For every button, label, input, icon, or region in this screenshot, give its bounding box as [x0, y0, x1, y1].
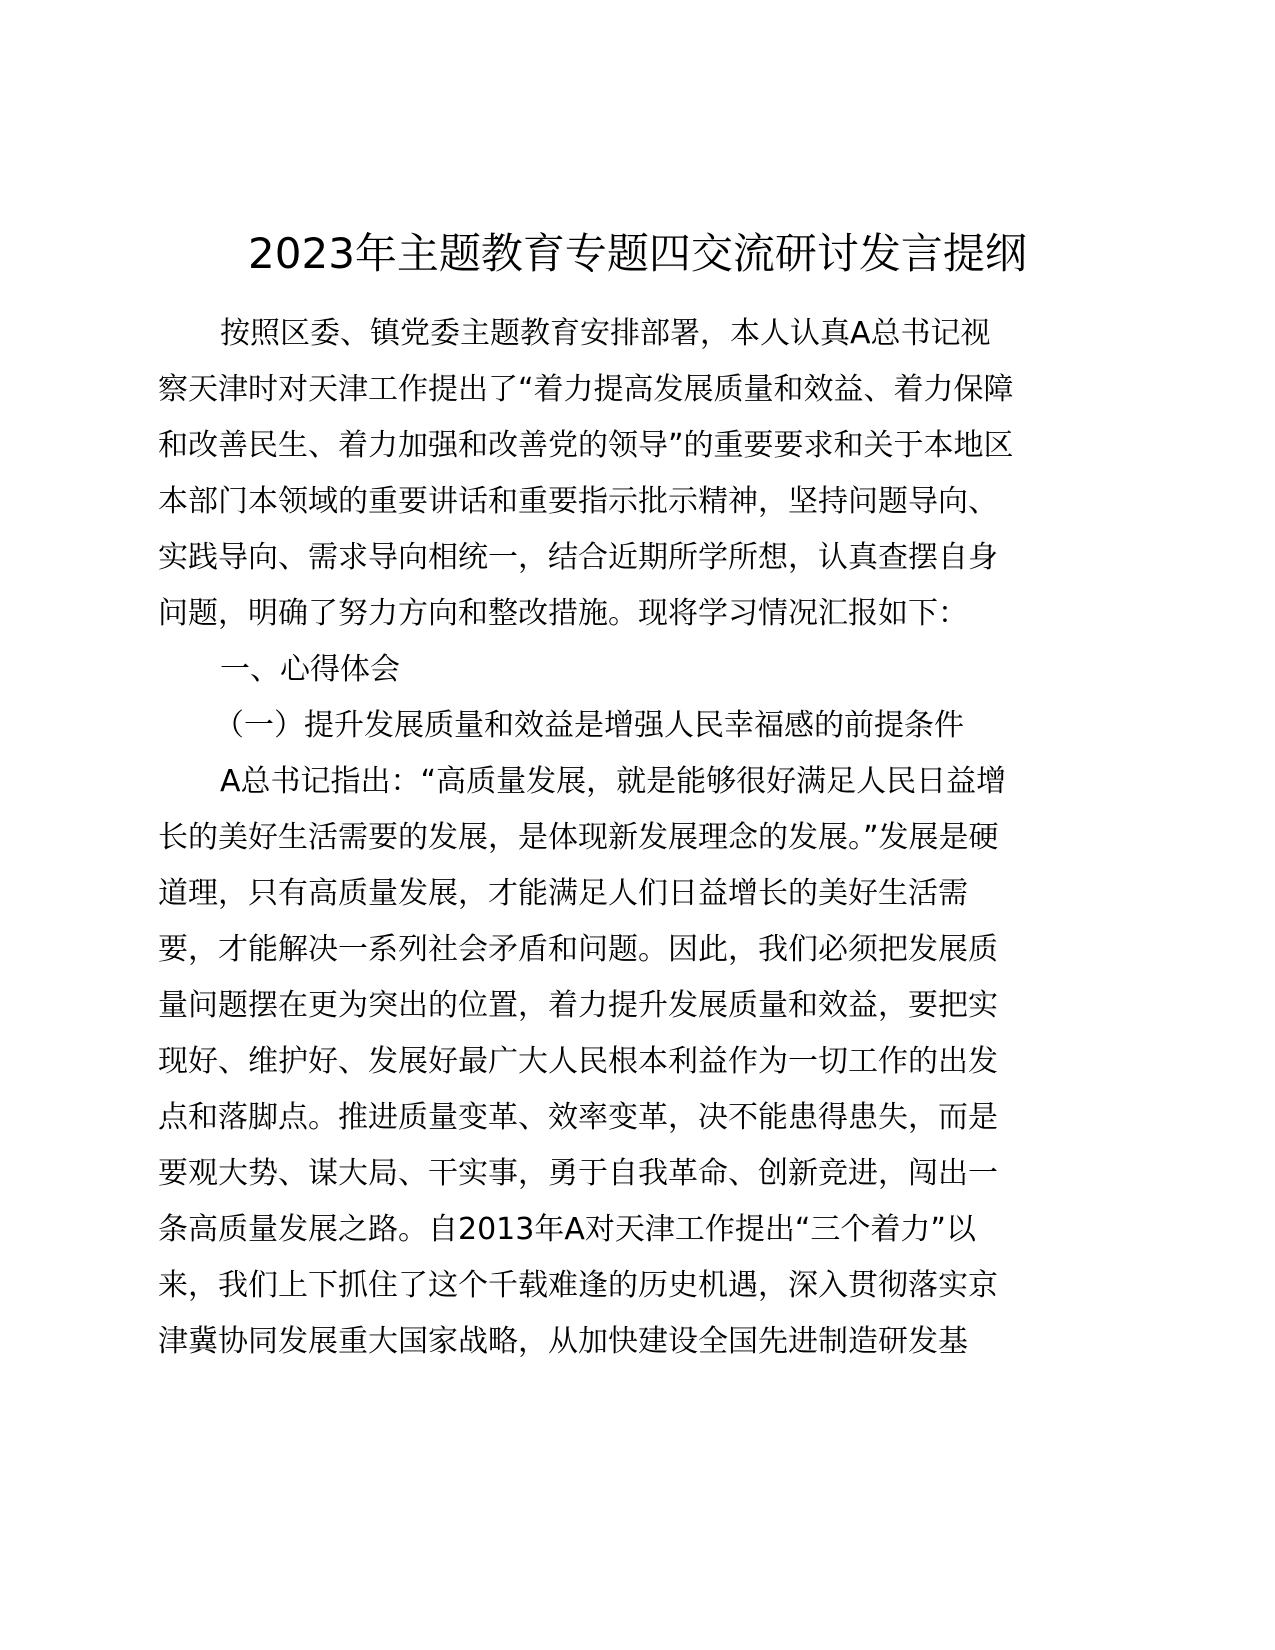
paragraph-line: A总书记指出：“高质量发展，就是能够很好满足人民日益增	[220, 764, 1007, 799]
document-title: 2023年主题教育专题四交流研讨发言提纲	[248, 229, 1027, 278]
section-heading: 一、心得体会	[220, 652, 400, 687]
paragraph-line: 要观大势、谋大局、干实事，勇于自我革命、创新竞进，闯出一	[158, 1156, 998, 1191]
paragraph-line: 现好、维护好、发展好最广大人民根本利益作为一切工作的出发	[158, 1044, 998, 1079]
paragraph-line: 道理，只有高质量发展，才能满足人们日益增长的美好生活需	[158, 876, 968, 911]
paragraph-line: 点和落脚点。推进质量变革、效率变革，决不能患得患失，而是	[158, 1100, 998, 1135]
paragraph-line: 本部门本领域的重要讲话和重要指示批示精神，坚持问题导向、	[158, 484, 998, 519]
paragraph-line: 和改善民生、着力加强和改善党的领导”的重要要求和关于本地区	[158, 428, 1014, 463]
paragraph-line: 察天津时对天津工作提出了“着力提高发展质量和效益、着力保障	[158, 372, 1014, 407]
paragraph-line: 长的美好生活需要的发展，是体现新发展理念的发展。”发展是硬	[158, 820, 999, 855]
paragraph-line: 按照区委、镇党委主题教育安排部署，本人认真A总书记视	[220, 316, 991, 351]
document-body	[158, 306, 1118, 1370]
paragraph-line: 要，才能解决一系列社会矛盾和问题。因此，我们必须把发展质	[158, 932, 998, 967]
paragraph-line: 问题，明确了努力方向和整改措施。现将学习情况汇报如下：	[158, 596, 968, 631]
paragraph-line: 来，我们上下抓住了这个千载难逢的历史机遇，深入贯彻落实京	[158, 1268, 998, 1303]
paragraph-line: 量问题摆在更为突出的位置，着力提升发展质量和效益，要把实	[158, 988, 998, 1023]
paragraph-line: 津冀协同发展重大国家战略，从加快建设全国先进制造研发基	[158, 1324, 968, 1359]
paragraph-line: 条高质量发展之路。自2013年A对天津工作提出“三个着力”以	[158, 1212, 976, 1247]
subsection-heading: （一）提升发展质量和效益是增强人民幸福感的前提条件	[214, 708, 964, 743]
paragraph-line: 实践导向、需求导向相统一，结合近期所学所想，认真查摆自身	[158, 540, 998, 575]
